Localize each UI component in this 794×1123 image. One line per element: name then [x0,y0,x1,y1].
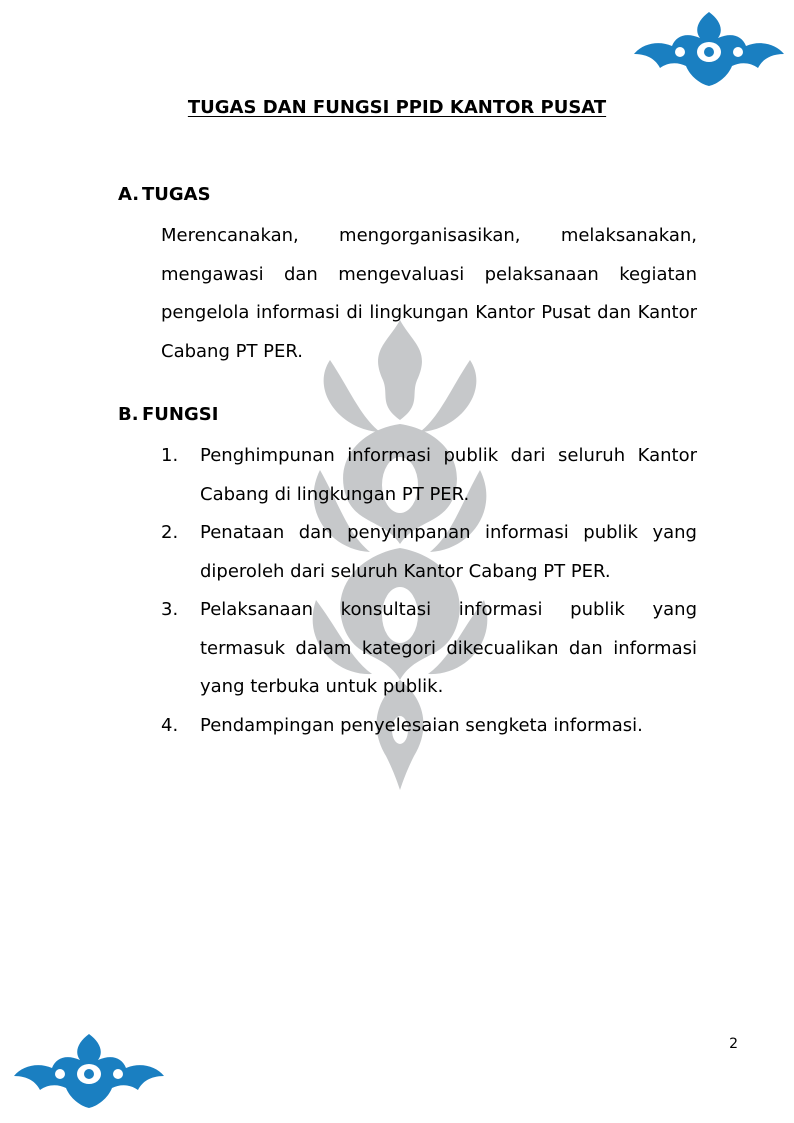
section-b-letter: B. [118,404,139,425]
list-item [161,437,697,514]
section-b-title: FUNGSI [142,404,219,425]
section-a-letter: A. [118,184,140,205]
list-item-number: 1. [161,445,179,466]
list-item-text: Penataan dan penyimpanan informasi publik yang diperoleh dari seluruh Kantor Cabang PT PER. [200,522,697,582]
list-item-number: 2. [161,522,179,543]
list-item-number: 4. [161,714,179,736]
list-item-text: Pendampingan penyelesaian sengketa informasi. [200,714,643,736]
page-title: TUGAS DAN FUNGSI PPID KANTOR PUSAT [187,97,607,118]
list-item-number: 3. [161,599,179,620]
list-item-text: Penghimpunan informasi publik dari seluruh Kantor Cabang di lingkungan PT PER. [200,445,697,505]
section-a-title: TUGAS [142,184,211,205]
list-item [161,591,697,707]
section-a-text: Merencanakan, mengorganisasikan, melaksanakan, mengawasi dan mengevaluasi pelaksanaan kegiatan pengelola informasi di lingkungan Kantor Pusat dan Kantor Cabang PT PER. [161,225,697,362]
batik-ornament-icon [8,1028,170,1112]
fungsi-list [161,437,697,745]
list-item [161,707,697,746]
list-item-text: Pelaksanaan konsultasi informasi publik yang termasuk dalam kategori dikecualikan dan informasi yang terbuka untuk publik. [200,599,697,697]
page-number: 2 [729,1036,738,1052]
section-a-heading [118,184,211,205]
batik-ornament-icon [628,6,790,90]
section-b-heading [118,404,218,425]
list-item [161,514,697,591]
